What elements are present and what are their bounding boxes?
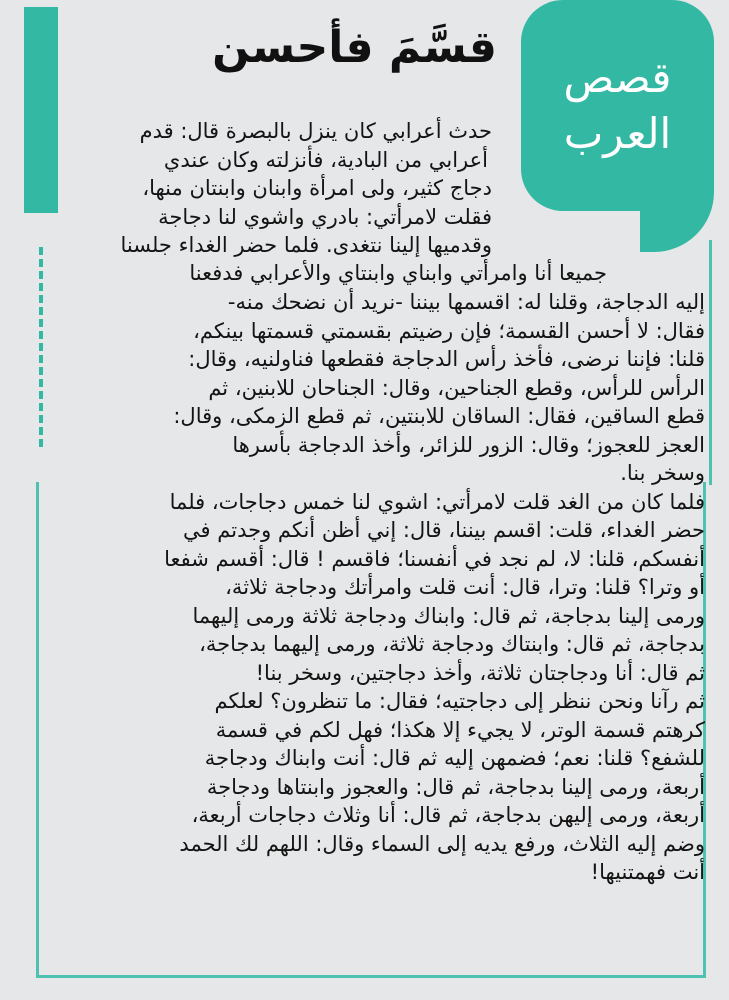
article-body-top [140,117,492,231]
story-line: فقلت لامرأتي: بادري واشوي لنا دجاجة [158,204,492,229]
story-line: وسخر بنا. [620,461,705,485]
section-badge-line-2: العرب [563,109,672,158]
story-line: حدث أعرابي كان ينزل بالبصرة قال: قدم [139,119,492,143]
section-badge-tail [640,160,714,252]
story-line: وقدميها إلينا نتغدى. فلما حضر الغداء جلسنا [120,233,492,257]
story-line: فلما كان من الغد قلت لامرأتي: اشوي لنا خمس دجاجات، فلما [169,489,705,514]
story-line: للشفع؟ قلنا: نعم؛ فضمهن إليه ثم قال: أنت وابناك ودجاجة [204,746,705,770]
story-line: ورمى إلينا بدجاجة، ثم قال: وابناك ودجاجة ثلاثة ورمى إليهما [192,603,705,628]
story-line: أربعة، ورمى إلينا بدجاجة، ثم قال: والعجوز وابنتاها ودجاجة [206,774,705,799]
story-line: الرأس للرأس، وقطع الجناحين، وقال: الجناحان للابنين، ثم [208,375,705,400]
story-line: بدجاجة، ثم قال: وابنتاك ودجاجة ثلاثة، ورمى إليهما بدجاجة، [199,632,705,656]
story-line: أو وترا؟ قلنا: وترا، قال: أنت قلت وامرأتك ودجاجة ثلاثة، [225,575,705,599]
decorative-accent-bar [24,7,58,213]
story-line: أعرابي من البادية، فأنزلته وكان عندي [163,147,488,172]
article-title: قسَّمَ فأحسن [212,22,497,73]
story-line: فقال: لا أحسن القسمة؛ فإن رضيتم بقسمتي قسمتها بينكم، [193,318,705,343]
story-line: ثم رآنا ونحن ننظر إلى دجاجتيه؛ فقال: ما تنظرون؟ لعلكم [214,689,705,713]
story-line: قلنا: فإننا نرضى، فأخذ رأس الدجاجة فقطعها فناولنيه، وقال: [188,347,705,371]
story-line: حضر الغداء، قلت: اقسم بيننا، قال: إني أظن أنكم وجدتم في [183,518,705,542]
story-line: وضم إليه الثلاث، ورفع يديه إلى السماء وقال: اللهم لك الحمد [179,831,705,856]
story-line: العجز للعجوز؛ وقال: الزور للزائر، وأخذ الدجاجة بأسرها [232,432,705,457]
article-body-main [164,288,705,887]
article-body-mid-2 [189,259,607,288]
story-line: كرهتم قسمة الوتر، لا يجيء إلا هكذا؛ فهل لكم في قسمة [215,717,705,742]
story-line: قطع الساقين، فقال: الساقان للابنتين، ثم قطع الزمكى، وقال: [173,404,705,428]
section-badge-line-1: قصص [563,53,672,102]
story-line: دجاج كثير، ولى امرأة وابنان وابنتان منها، [142,176,492,200]
frame-right-border [709,240,712,485]
story-line: إليه الدجاجة، وقلنا له: اقسمها بيننا -نريد أن نضحك منه- [227,290,705,314]
story-line: أنفسكم، قلنا: لا، لم نجد في أنفسنا؛ فاقسم ! قال: أقسم شفعا [164,546,705,571]
section-badge [521,50,714,162]
story-line: أنت فهمتنيها! [590,860,705,884]
story-line: جميعا أنا وامرأتي وابناي وابنتاي والأعرابي فدفعنا [189,261,607,285]
article-body-mid [121,231,492,260]
decorative-dashed-line [39,247,43,447]
story-line: ثم قال: أنا ودجاجتان ثلاثة، وأخذ دجاجتين، وسخر بنا! [255,660,705,685]
story-line: أربعة، ورمى إليهن بدجاجة، ثم قال: أنا وثلاث دجاجات أربعة، [191,803,705,827]
